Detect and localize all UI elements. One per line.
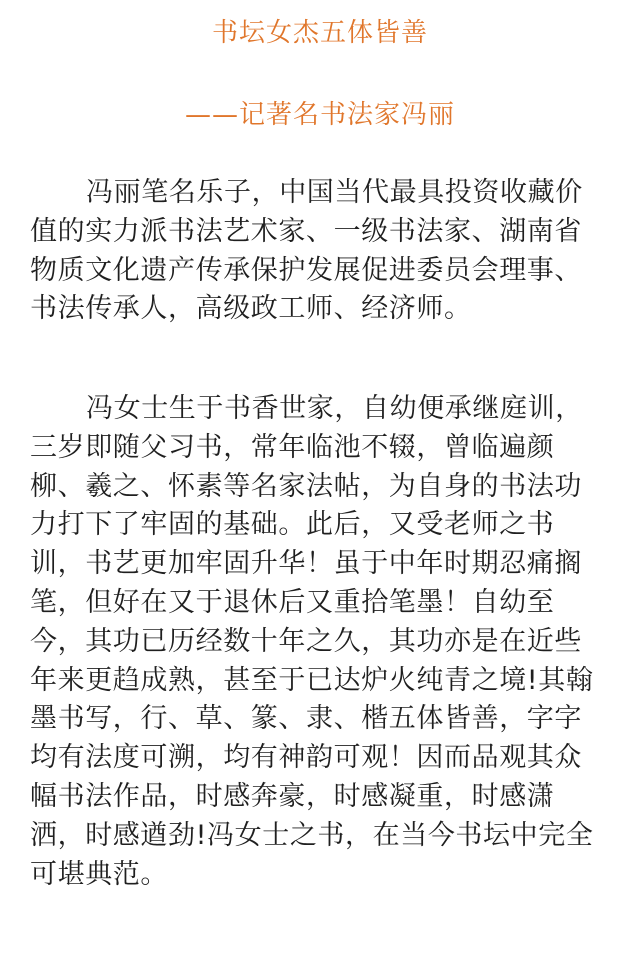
paragraph-line: 冯丽笔名乐子，中国当代最具投资收藏价 [86,177,583,208]
paragraph-line: 笔，但好在又于退休后又重拾笔墨！自幼至 [30,586,555,618]
article-subtitle: ——记著名书法家冯丽 [184,100,455,130]
paragraph-line: 书法传承人，高级政工师、经济师。 [30,293,472,325]
paragraph-line: 可堪典范。 [30,858,168,890]
paragraph-line: 年来更趋成熟，甚至于已达炉火纯青之境!其翰 [30,664,594,696]
paragraph-line: 柳、羲之、怀素等名家法帖，为自身的书法功 [30,470,582,502]
paragraph-intro [30,174,620,329]
paragraph-line: 训，书艺更加牢固升华！虽于中年时期忍痛搁 [30,548,582,580]
paragraph-line: 均有法度可溯，均有神韵可观！因而品观其众 [30,742,582,774]
paragraph-line: 物质文化遗产传承保护发展促进委员会理事、 [30,254,582,286]
paragraph-line: 洒，时感遒劲!冯女士之书，在当今书坛中完全 [30,819,594,851]
paragraph-biography [30,390,620,894]
article-title: 书坛女杰五体皆善 [211,18,428,48]
paragraph-line: 力打下了牢固的基础。此后，又受老师之书 [30,509,555,541]
paragraph-line: 冯女士生于书香世家，自幼便承继庭训， [86,393,583,424]
paragraph-line: 今，其功已历经数十年之久，其功亦是在近些 [30,625,582,657]
paragraph-line: 墨书写，行、草、篆、隶、楷五体皆善，字字 [30,703,582,735]
paragraph-line: 幅书法作品，时感奔豪，时感凝重，时感潇 [30,780,555,812]
paragraph-line: 三岁即随父习书，常年临池不辍，曾临遍颜 [30,431,555,463]
paragraph-line: 值的实力派书法艺术家、一级书法家、湖南省 [30,215,582,247]
